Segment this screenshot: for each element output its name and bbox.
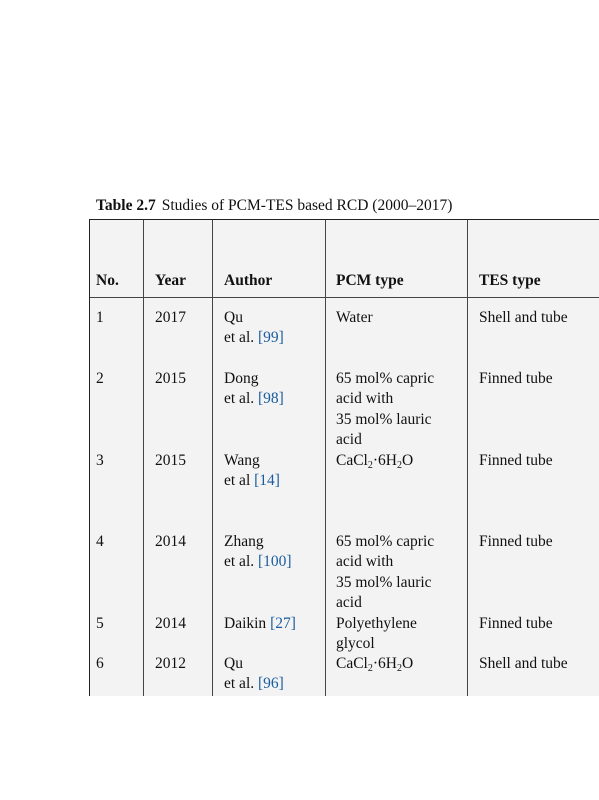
column-divider (212, 220, 213, 696)
cell-no: 6 (96, 655, 104, 672)
cell-pcm-type: 65 mol% capric acid with 35 mol% lauric acid (336, 533, 435, 612)
table-title: Studies of PCM-TES based RCD (2000–2017) (161, 197, 453, 214)
cell-year: 2014 (155, 615, 186, 632)
cell-tes-type: Shell and tube (479, 309, 568, 326)
cell-no: 5 (96, 615, 104, 632)
cell-no: 2 (96, 370, 104, 387)
cell-tes-type: Finned tube (479, 452, 553, 469)
cell-year: 2017 (155, 309, 186, 326)
cell-author: Qu et al. [99] (224, 309, 284, 347)
citation-link[interactable]: [99] (258, 329, 284, 347)
cell-author: Qu et al. [96] (224, 655, 284, 693)
header-no: No. (96, 272, 119, 289)
table-label: Table 2.7 (96, 197, 156, 214)
column-divider (143, 220, 144, 696)
cell-no: 1 (96, 309, 104, 326)
citation-link[interactable]: [100] (258, 553, 292, 571)
cell-pcm-type: 65 mol% capric acid with 35 mol% lauric acid (336, 370, 435, 449)
citation-link[interactable]: [14] (254, 472, 280, 490)
cell-no: 3 (96, 452, 104, 469)
header-year: Year (155, 272, 186, 289)
cell-tes-type: Finned tube (479, 533, 553, 550)
cell-no: 4 (96, 533, 104, 550)
column-divider (325, 220, 326, 696)
cell-year: 2012 (155, 655, 186, 672)
cell-year: 2014 (155, 533, 186, 550)
cell-tes-type: Finned tube (479, 370, 553, 387)
header-tes-type: TES type (479, 272, 541, 289)
cell-author: Daikin [27] (224, 615, 296, 632)
cell-pcm-type: $CaCl_2\cdot 6H_2O$ (336, 452, 414, 471)
table-caption (96, 197, 452, 215)
cell-tes-type: Finned tube (479, 615, 553, 632)
cell-author: Zhang et al. [100] (224, 533, 292, 571)
cell-year: 2015 (155, 452, 186, 469)
column-divider (467, 220, 468, 696)
header-pcm-type: PCM type (336, 272, 404, 289)
cell-tes-type: Shell and tube (479, 655, 568, 672)
header-rule (90, 297, 599, 298)
cell-pcm-type: Water (336, 309, 373, 326)
cell-pcm-type: $CaCl_2\cdot 6H_2O$ (336, 655, 414, 674)
header-author: Author (224, 272, 273, 289)
citation-link[interactable]: [98] (258, 390, 284, 408)
cell-author: Dong et al. [98] (224, 370, 284, 408)
studies-table (89, 219, 599, 696)
citation-link[interactable]: [96] (258, 675, 284, 693)
citation-link[interactable]: [27] (270, 615, 296, 632)
cell-pcm-type: Polyethylene glycol (336, 615, 417, 653)
cell-author: Wang et al [14] (224, 452, 280, 490)
cell-year: 2015 (155, 370, 186, 387)
